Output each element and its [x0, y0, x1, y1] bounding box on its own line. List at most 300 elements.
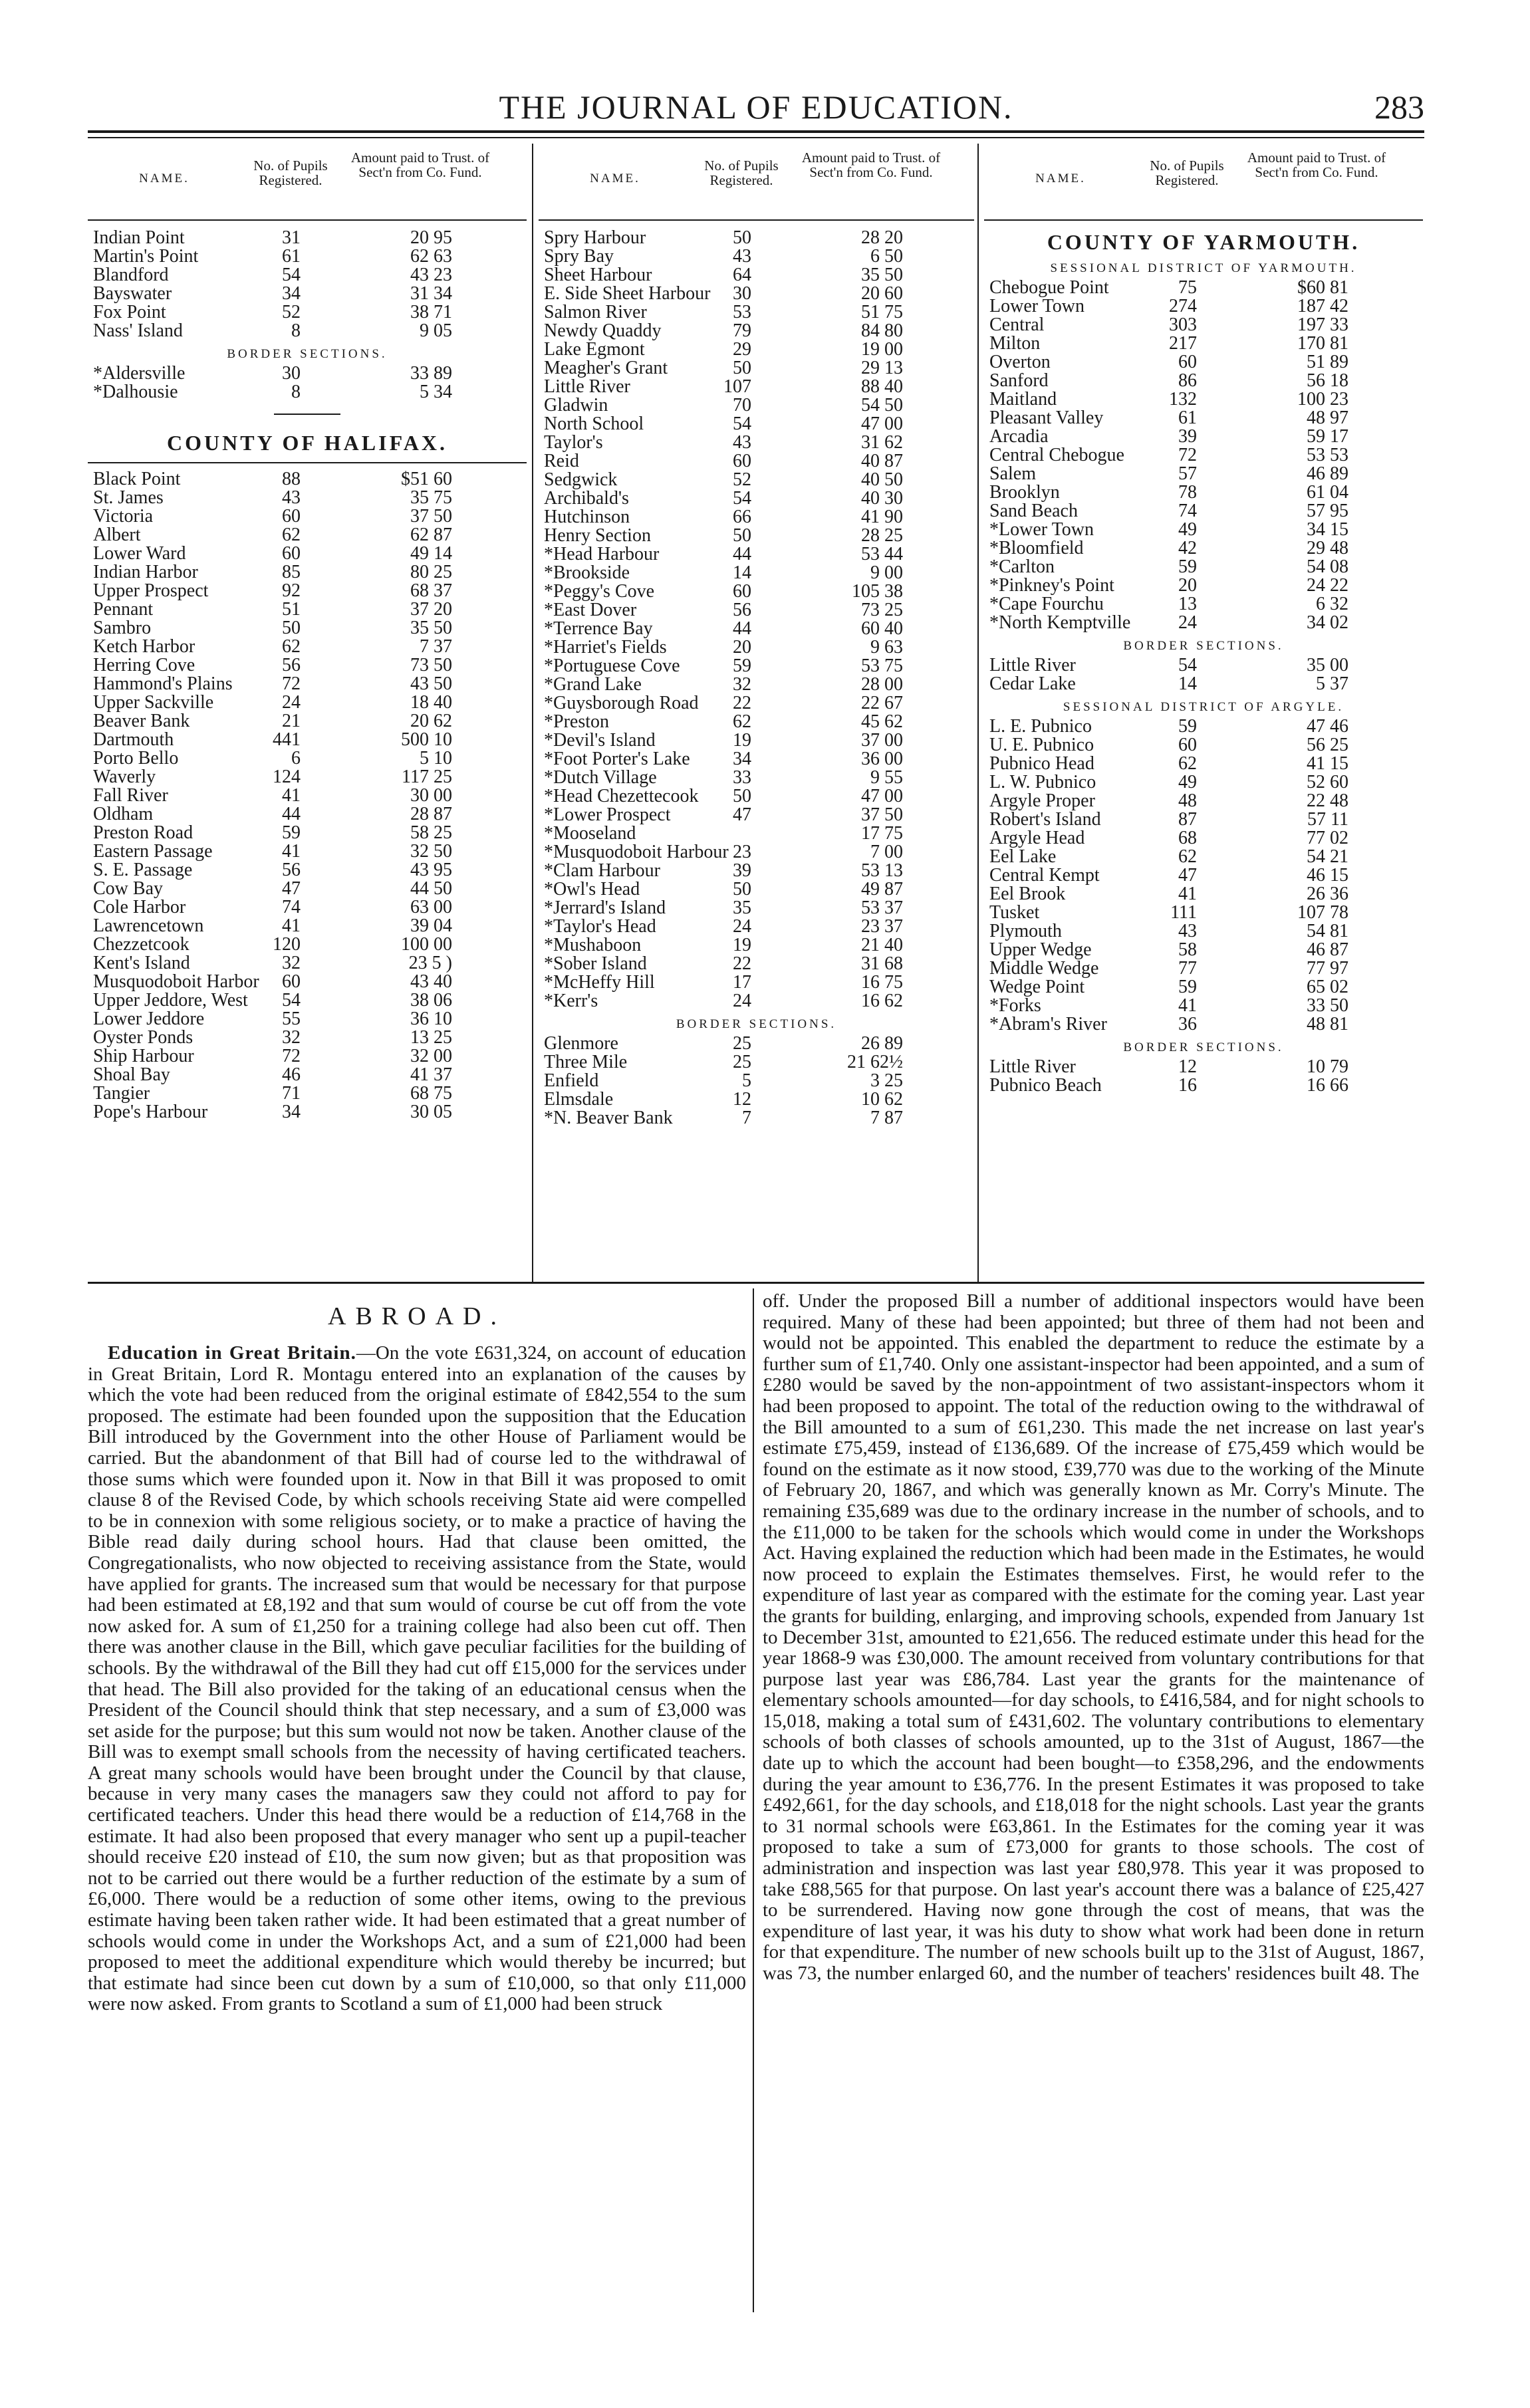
- school-name: *Lower Prospect: [544, 804, 671, 825]
- school-name: Shoal Bay: [93, 1064, 170, 1085]
- amount-paid: 100 00: [401, 934, 452, 955]
- school-name: Herring Cove: [93, 655, 195, 675]
- school-name: Argyle Head: [989, 828, 1085, 848]
- article-text-left: —On the vote £631,324, on account of education in Great Britain, Lord R. Montagu entered into an explanation of the causes by which the vote had been reduced from the original estimate of £842,554 to the sum proposed. The estimate had been founded upon the supposition that the Education Bill introduced by the Government into the other House of Parliament would be carried. But the abandonment of that Bill had of course led to the withdrawal of those sums which were founded upon it. Now in that Bill it was proposed to omit clause 8 of the Revised Code, by which schools receiving State aid were compelled to be in connexion with some religious society, or to make a practice of having the Bible read daily during school hours. Had that clause been omitted, the Congregationalists, who now objected to receiving assistance from the State, would have applied for grants. The increased sum that would be necessary for that purpose had been estimated at £8,192 and that sum would of course be cut off from the vote now asked for. A sum of £1,250 for a training college had also been cut off. Then there was another clause in the Bill, which gave peculiar facilities for the building of schools. By the withdrawal of the Bill they had cut off £15,000 for the services under that head. The Bill also provided for the taking of an educational census when the President of the Council should think that step necessary, and a sum of £3,000 was set aside for the purpose; but this sum would not now be taken. Another clause of the Bill was to exempt small schools from the necessity of having certificated teachers. A great many schools would have been brought under the Council by that clause, because in very many cases the managers saw they could not afford to pay for certificated teachers. Under this head there would be a reduction of £14,768 in the estimate. It had also been proposed that every manager who sent up a pupil-teacher should receive £20 instead of £10, the sum now given; but as that proposition was not to be carried out there would be a further reduction of the estimate by a sum of £6,000. There would be a reduction of some other items, owing to the previous estimate having been taken rather wide. It had been estimated that a great number of schools would come in under the Workshops Act, and a sum of £21,000 had been proposed to meet the additional expenditure which would thereby be incurred; but that estimate had since been cut down by a sum of £10,000, so that only £11,000 were now asked. From grants to Scotland a sum of £1,000 had been struck: [88, 1342, 746, 2015]
- pupils-registered: 42: [1178, 538, 1197, 558]
- school-name: *Mushaboon: [544, 935, 642, 955]
- amount-paid: 54 21: [1307, 846, 1348, 867]
- school-name: Lower Ward: [93, 543, 186, 564]
- pupils-registered: 47: [282, 878, 301, 899]
- pupils-registered: 30: [282, 363, 301, 384]
- amount-paid: 73 50: [410, 655, 452, 675]
- pupils-registered: 86: [1178, 370, 1197, 391]
- amount-paid: 43 95: [410, 860, 452, 880]
- school-name: North School: [544, 414, 644, 434]
- pupils-registered: 72: [1178, 445, 1197, 465]
- amount-paid: 46 89: [1307, 463, 1348, 484]
- school-name: Spry Bay: [544, 246, 614, 267]
- header-amount: Amount paid to Trust. of Sect'n from Co. Fund.: [801, 150, 941, 180]
- table-row: [88, 600, 527, 619]
- amount-paid: 51 89: [1307, 352, 1348, 372]
- table-row: [539, 899, 974, 917]
- section-heading: BORDER SECTIONS.: [227, 347, 388, 361]
- pupils-registered: 79: [733, 320, 751, 341]
- table-row: [539, 955, 974, 973]
- school-name: Nass' Island: [93, 320, 183, 341]
- school-name: Indian Harbor: [93, 562, 198, 582]
- section-list: [88, 470, 527, 1122]
- amount-paid: 37 50: [861, 804, 903, 825]
- table-row: [539, 582, 974, 601]
- table-row: [539, 452, 974, 471]
- table-row: [539, 862, 974, 880]
- table-row: [984, 866, 1423, 885]
- school-name: Central Kempt: [989, 865, 1100, 886]
- section-heading: BORDER SECTIONS.: [1123, 1040, 1284, 1054]
- amount-paid: 28 25: [861, 525, 903, 546]
- pupils-registered: 54: [282, 265, 301, 285]
- table-row: [539, 1072, 974, 1090]
- amount-paid: 49 87: [861, 879, 903, 900]
- amount-paid: 57 95: [1307, 501, 1348, 521]
- article-column-left: [88, 1343, 746, 2015]
- table-row: [539, 489, 974, 508]
- table-row: [984, 334, 1423, 353]
- school-name: Bayswater: [93, 283, 172, 304]
- table-row: [88, 266, 527, 285]
- amount-paid: 6 32: [1316, 594, 1348, 614]
- school-name: Plymouth: [989, 921, 1062, 941]
- section-list: [88, 364, 527, 402]
- pupils-registered: 55: [282, 1009, 301, 1029]
- school-name: Lower Town: [989, 296, 1084, 316]
- pupils-registered: 60: [1178, 735, 1197, 755]
- table-row: [88, 563, 527, 582]
- table-row: [88, 768, 527, 786]
- amount-paid: 32 50: [410, 841, 452, 862]
- section-list: [539, 1034, 974, 1128]
- table-column-3: [984, 146, 1423, 1280]
- pupils-registered: 54: [1178, 655, 1197, 675]
- pupils-registered: 25: [733, 1033, 751, 1054]
- header-name: NAME.: [590, 172, 640, 185]
- pupils-registered: 70: [733, 395, 751, 416]
- school-name: *Abram's River: [989, 1014, 1107, 1034]
- pupils-registered: 34: [282, 1102, 301, 1122]
- pupils-registered: 50: [733, 358, 751, 378]
- amount-paid: 77 02: [1307, 828, 1348, 848]
- amount-paid: 197 33: [1297, 314, 1348, 335]
- school-name: *Harriet's Fields: [544, 637, 667, 658]
- amount-paid: 57 11: [1307, 809, 1348, 830]
- pupils-registered: 24: [1178, 612, 1197, 633]
- table-row: [539, 713, 974, 731]
- section-list: [984, 1058, 1423, 1095]
- page-header: [88, 84, 1424, 130]
- abroad-article: [88, 1288, 1424, 2312]
- amount-paid: 36 10: [410, 1009, 452, 1029]
- pupils-registered: 60: [282, 971, 301, 992]
- school-name: Gladwin: [544, 395, 608, 416]
- table-row: [984, 1076, 1423, 1095]
- amount-paid: 35 75: [410, 487, 452, 508]
- school-name: *Grand Lake: [544, 674, 642, 695]
- table-row: [88, 935, 527, 954]
- amount-paid: 35 50: [410, 618, 452, 638]
- school-name: Enfield: [544, 1070, 599, 1091]
- pupils-registered: 46: [282, 1064, 301, 1085]
- table-row: [984, 675, 1423, 693]
- amount-paid: 13 25: [410, 1027, 452, 1048]
- pupils-registered: 14: [1178, 673, 1197, 694]
- pupils-registered: 124: [273, 767, 301, 787]
- amount-paid: 20 95: [410, 227, 452, 248]
- pupils-registered: 62: [282, 636, 301, 657]
- amount-paid: 77 97: [1307, 958, 1348, 979]
- pupils-registered: 44: [733, 618, 751, 639]
- amount-paid: 18 40: [410, 692, 452, 713]
- school-name: Taylor's: [544, 432, 603, 453]
- table-row: [539, 303, 974, 322]
- amount-paid: 31 34: [410, 283, 452, 304]
- amount-paid: 33 50: [1307, 995, 1348, 1016]
- school-name: Waverly: [93, 767, 156, 787]
- pupils-registered: 41: [1178, 884, 1197, 904]
- article-paragraph: [88, 1343, 746, 2015]
- amount-paid: 73 25: [861, 600, 903, 620]
- pupils-registered: 56: [733, 600, 751, 620]
- amount-paid: 39 04: [410, 915, 452, 936]
- table-row: [984, 829, 1423, 848]
- school-name: Martin's Point: [93, 246, 199, 267]
- amount-paid: 105 38: [852, 581, 903, 602]
- table-row: [539, 601, 974, 620]
- pupils-registered: 8: [291, 320, 301, 341]
- table-header: [984, 146, 1423, 219]
- school-name: Sheet Harbour: [544, 265, 652, 285]
- amount-paid: 10 79: [1307, 1056, 1348, 1077]
- school-name: *Bloomfield: [989, 538, 1084, 558]
- school-name: *Musquodoboit Harbour: [544, 842, 729, 862]
- school-name: Meagher's Grant: [544, 358, 668, 378]
- amount-paid: 43 40: [410, 971, 452, 992]
- school-name: Tangier: [93, 1083, 150, 1104]
- amount-paid: 53 44: [861, 544, 903, 564]
- amount-paid: 29 13: [861, 358, 903, 378]
- article-title: ABROAD.: [328, 1302, 506, 1330]
- amount-paid: 41 90: [861, 507, 903, 527]
- amount-paid: 44 50: [410, 878, 452, 899]
- amount-paid: 20 60: [861, 283, 903, 304]
- amount-paid: 30 00: [410, 785, 452, 806]
- table-row: [539, 675, 974, 694]
- school-name: Oldham: [93, 804, 154, 824]
- article-column-right: [763, 1291, 1424, 1985]
- amount-paid: 23 5 ): [408, 953, 452, 973]
- school-name: S. E. Passage: [93, 860, 193, 880]
- pupils-registered: 47: [733, 804, 751, 825]
- pupils-registered: 60: [733, 451, 751, 471]
- pupils-registered: 24: [282, 692, 301, 713]
- table-row: [539, 769, 974, 787]
- school-name: *Sober Island: [544, 953, 647, 974]
- pupils-registered: 34: [282, 283, 301, 304]
- journal-title: THE JOURNAL OF EDUCATION.: [499, 88, 1013, 126]
- pupils-registered: 21: [282, 711, 301, 731]
- pupils-registered: 59: [733, 656, 751, 676]
- pupils-registered: 71: [282, 1083, 301, 1104]
- table-row: [539, 1053, 974, 1072]
- article-paragraph: off. Under the proposed Bill a number of additional inspectors would have been required. Many of these had been appointed; but three of them had not been and would not be appointed. This enabled the department to reduce the estimate by a further sum of £1,740. Only one assistant-inspector had been appointed, and a sum of £280 would be saved by the non-appointment of two assistant-inspectors whom it had been proposed to appoint. The total of the reduction owing to the withdrawal of the Bill amounted to a sum of £61,230. This made the net increase on last year's estimate £75,459, instead of £136,689. Of the increase of £75,459 which would be found on the estimate as it now stood, £39,770 was due to the working of the Minute of February 20, 1867, and which was generally known as Mr. Corry's Minute. The remaining £35,689 was due to the ordinary increase in the number of schools, and to the £11,000 to be taken for the schools which would come in under the Workshops Act. Having explained the reduction which had been made in the Estimates, he would now proceed to explain the Estimates themselves. First, he would refer to the expenditure of last year as compared with the estimate for the coming year. Last year the grants for building, enlarging, and improving schools, expended from January 1st to December 31st, amounted to £21,656. The reduced estimate under this head for the year 1868-9 was £30,000. The amount received from voluntary contributions for that purpose last year was £86,784. Last year the grants for the maintenance of elementary schools amounted—for day schools, to £416,584, and for night schools to 15,018, making a total sum of £431,602. The voluntary contributions to elementary schools of both classes of schools amounted, up to the 31st of August, 1867—the date up to which the account had been bought—to £358,296, and the endowments during the year amount to £36,776. In the present Estimates it was proposed to take £492,661, for the day schools, and £18,018 for the night schools. Last year the grants to 31 normal schools were £63,861. In the Estimates for the coming year it was proposed to take a sum of £73,000 for grants to those schools. The cost of administration and inspection was last year £80,978. This year it was proposed to take £88,565 for that purpose. On last year's account there was a balance of £25,427 to be surrendered. Having now gone through the cost of means, that was the expenditure of last year, it was his duty to show what work had been done in return for that expenditure. The number of new schools built up to the 31st of August, 1867, was 73, the number enlarged 60, and the number of teachers' residences built 48. The: [763, 1290, 1424, 1984]
- table-row: [539, 992, 974, 1011]
- school-name: *Cape Fourchu: [989, 594, 1104, 614]
- school-name: Ship Harbour: [93, 1046, 194, 1066]
- table-row: [88, 842, 527, 861]
- amount-paid: 54 81: [1307, 921, 1348, 941]
- school-name: Musquodoboit Harbor: [93, 971, 259, 992]
- pupils-registered: 50: [733, 786, 751, 806]
- school-name: *Owl's Head: [544, 879, 640, 900]
- amount-paid: 63 00: [410, 897, 452, 917]
- table-row: [88, 1010, 527, 1028]
- amount-paid: 21 62½: [847, 1052, 903, 1072]
- header-amount: Amount paid to Trust. of Sect'n from Co. Fund.: [350, 150, 490, 180]
- school-name: *Pinkney's Point: [989, 575, 1114, 596]
- county-heading: COUNTY OF HALIFAX.: [167, 431, 447, 455]
- table-column-1: [88, 146, 527, 1280]
- school-name: Upper Sackville: [93, 692, 214, 713]
- pupils-registered: 35: [733, 898, 751, 918]
- pupils-registered: 13: [1178, 594, 1197, 614]
- pupils-registered: 19: [733, 935, 751, 955]
- table-row: [984, 614, 1423, 632]
- table-row: [984, 390, 1423, 409]
- amount-paid: 3 25: [870, 1070, 903, 1091]
- school-name: *Clam Harbour: [544, 860, 660, 881]
- table-row: [539, 806, 974, 824]
- table-row: [984, 997, 1423, 1015]
- school-name: Overton: [989, 352, 1051, 372]
- pupils-registered: 20: [733, 637, 751, 658]
- pupils-registered: 59: [1178, 716, 1197, 737]
- table-row: [539, 750, 974, 769]
- table-row: [984, 959, 1423, 978]
- article-column-divider: [753, 1288, 754, 2312]
- table-row: [539, 787, 974, 806]
- amount-paid: 43 23: [410, 265, 452, 285]
- table-row: [539, 973, 974, 992]
- table-row: [984, 903, 1423, 922]
- amount-paid: 51 75: [861, 302, 903, 322]
- amount-paid: 5 34: [420, 382, 452, 402]
- pupils-registered: 53: [733, 302, 751, 322]
- amount-paid: $51 60: [401, 469, 452, 489]
- amount-paid: 7 00: [870, 842, 903, 862]
- table-row: [88, 526, 527, 544]
- table-row: [984, 409, 1423, 427]
- amount-paid: 65 02: [1307, 977, 1348, 997]
- amount-paid: 31 68: [861, 953, 903, 974]
- table-row: [984, 1015, 1423, 1034]
- school-name: Black Point: [93, 469, 181, 489]
- table-row: [88, 285, 527, 303]
- amount-paid: 48 97: [1307, 408, 1348, 428]
- amount-paid: 53 75: [861, 656, 903, 676]
- pupils-registered: 50: [282, 618, 301, 638]
- pupils-registered: 43: [282, 487, 301, 508]
- pupils-registered: 68: [1178, 828, 1197, 848]
- school-name: Pubnico Head: [989, 753, 1094, 774]
- table-row: [88, 731, 527, 749]
- table-row: [88, 805, 527, 824]
- pupils-registered: 54: [733, 414, 751, 434]
- table-row: [88, 544, 527, 563]
- amount-paid: 41 15: [1307, 753, 1348, 774]
- amount-paid: 49 14: [410, 543, 452, 564]
- school-name: Sedgwick: [544, 469, 618, 490]
- amount-paid: 17 75: [861, 823, 903, 844]
- pupils-registered: 32: [733, 674, 751, 695]
- amount-paid: 9 63: [870, 637, 903, 658]
- table-row: [88, 383, 527, 402]
- amount-paid: 68 75: [410, 1083, 452, 1104]
- amount-paid: 36 00: [861, 749, 903, 769]
- school-name: Little River: [989, 655, 1076, 675]
- pupils-registered: 34: [733, 749, 751, 769]
- school-name: *Jerrard's Island: [544, 898, 666, 918]
- amount-paid: 30 05: [410, 1102, 452, 1122]
- pupils-registered: 50: [733, 525, 751, 546]
- school-name: *Lower Town: [989, 519, 1094, 540]
- school-name: *Head Harbour: [544, 544, 660, 564]
- table-row: [539, 1034, 974, 1053]
- table-row: [984, 1058, 1423, 1076]
- pupils-registered: 16: [1178, 1075, 1197, 1096]
- pupils-registered: 39: [733, 860, 751, 881]
- table-row: [984, 941, 1423, 959]
- pupils-registered: 31: [282, 227, 301, 248]
- school-name: Central: [989, 314, 1045, 335]
- pupils-registered: 44: [733, 544, 751, 564]
- school-name: Pennant: [93, 599, 154, 620]
- pupils-registered: 77: [1178, 958, 1197, 979]
- table-row: [539, 266, 974, 285]
- school-name: Newdy Quaddy: [544, 320, 662, 341]
- school-name: Henry Section: [544, 525, 651, 546]
- school-name: Indian Point: [93, 227, 185, 248]
- amount-paid: 84 80: [861, 320, 903, 341]
- amount-paid: 37 50: [410, 506, 452, 527]
- article-runin-heading: Education in Great Britain.: [108, 1342, 356, 1364]
- table-row: [539, 285, 974, 303]
- amount-paid: 107 78: [1297, 902, 1348, 923]
- school-name: Chebogue Point: [989, 277, 1109, 298]
- amount-paid: 20 62: [410, 711, 452, 731]
- table-row: [88, 973, 527, 991]
- pupils-registered: 60: [282, 506, 301, 527]
- amount-paid: 62 63: [410, 246, 452, 267]
- pupils-registered: 120: [273, 934, 301, 955]
- table-row: [984, 465, 1423, 483]
- amount-paid: 5 37: [1316, 673, 1348, 694]
- school-name: *Taylor's Head: [544, 916, 656, 937]
- school-name: Little River: [989, 1056, 1076, 1077]
- table-row: [539, 229, 974, 247]
- pupils-registered: 60: [282, 543, 301, 564]
- table-row: [539, 545, 974, 564]
- amount-paid: 32 00: [410, 1046, 452, 1066]
- table-row: [539, 694, 974, 713]
- table-row: [984, 353, 1423, 372]
- school-name: *Mooseland: [544, 823, 636, 844]
- pupils-registered: 19: [733, 730, 751, 751]
- school-name: Eastern Passage: [93, 841, 213, 862]
- pupils-registered: 51: [282, 599, 301, 620]
- school-name: Kent's Island: [93, 953, 190, 973]
- school-name: *Foot Porter's Lake: [544, 749, 690, 769]
- table-row: [539, 378, 974, 396]
- amount-paid: 46 87: [1307, 939, 1348, 960]
- table-row: [539, 880, 974, 899]
- header-name: NAME.: [1035, 172, 1086, 185]
- amount-paid: 9 05: [420, 320, 452, 341]
- table-row: [88, 1028, 527, 1047]
- table-column-2: [539, 146, 974, 1280]
- table-row: [88, 229, 527, 247]
- school-name: Upper Jeddore, West: [93, 990, 248, 1011]
- school-name: *Head Chezettecook: [544, 786, 699, 806]
- amount-paid: 43 50: [410, 673, 452, 694]
- school-name: *Dutch Village: [544, 767, 657, 788]
- amount-paid: 28 00: [861, 674, 903, 695]
- school-name: *Portuguese Cove: [544, 656, 680, 676]
- table-bottom-rule: [88, 1282, 1424, 1284]
- pupils-registered: 62: [282, 525, 301, 545]
- table-row: [539, 340, 974, 359]
- amount-paid: 117 25: [402, 767, 452, 787]
- pupils-registered: 74: [1178, 501, 1197, 521]
- school-name: Arcadia: [989, 426, 1049, 447]
- table-row: [88, 470, 527, 489]
- pupils-registered: 75: [1178, 277, 1197, 298]
- school-name: Preston Road: [93, 822, 193, 843]
- pupils-registered: 14: [733, 562, 751, 583]
- pupils-registered: 441: [273, 729, 301, 750]
- pupils-registered: 111: [1170, 902, 1197, 923]
- school-name: *Guysborough Road: [544, 693, 699, 713]
- table-row: [88, 638, 527, 656]
- table-row: [539, 359, 974, 378]
- table-row: [539, 731, 974, 750]
- amount-paid: 40 50: [861, 469, 903, 490]
- amount-paid: 33 89: [410, 363, 452, 384]
- pupils-registered: 43: [1178, 921, 1197, 941]
- amount-paid: 54 50: [861, 395, 903, 416]
- pupils-registered: 85: [282, 562, 301, 582]
- table-row: [539, 824, 974, 843]
- amount-paid: 59 17: [1307, 426, 1348, 447]
- school-name: Salem: [989, 463, 1036, 484]
- amount-paid: 21 40: [861, 935, 903, 955]
- table-row: [88, 1047, 527, 1066]
- table-row: [539, 396, 974, 415]
- pupils-registered: 43: [733, 432, 751, 453]
- school-name: Tusket: [989, 902, 1040, 923]
- school-name: Middle Wedge: [989, 958, 1099, 979]
- pupils-registered: 72: [282, 673, 301, 694]
- school-name: *McHeffy Hill: [544, 972, 655, 993]
- pupils-registered: 20: [1178, 575, 1197, 596]
